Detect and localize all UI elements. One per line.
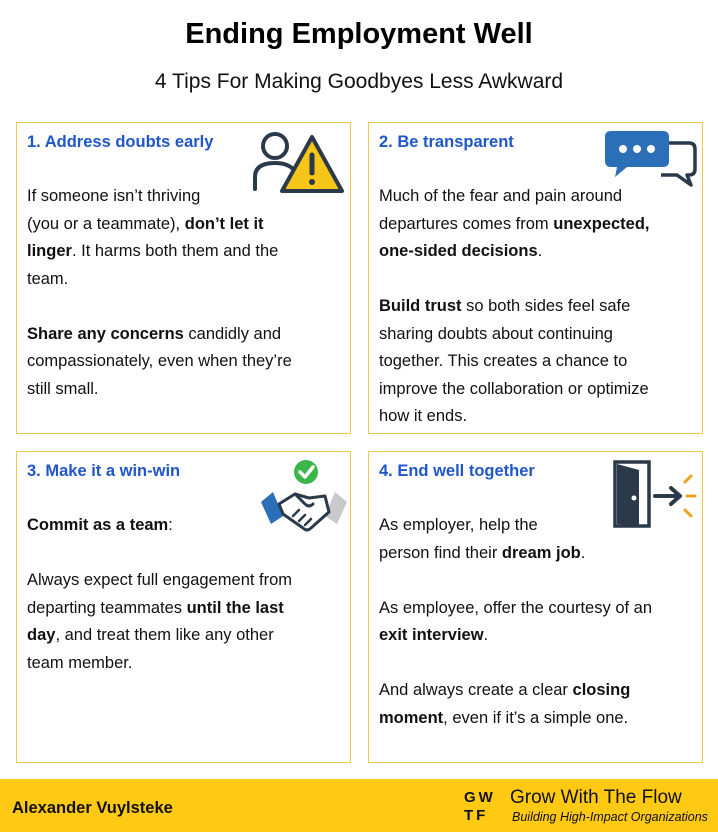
tip-card-end-well — [368, 451, 703, 763]
card-paragraph: And always create a clear closing moment, even if it’s a simple one. — [379, 681, 631, 727]
card-paragraph: If someone isn’t thriving (you or a teammate), don’t let it linger. It harms both them and the team. — [27, 187, 279, 288]
brand-logo-mark — [464, 789, 500, 825]
card-paragraph: Much of the fear and pain around departures comes from unexpected, one-sided decisions. — [379, 187, 650, 260]
tip-card-be-transparent — [368, 122, 703, 434]
card-title: 1. Address doubts early — [27, 133, 214, 151]
brand-name: Grow With The Flow — [510, 787, 682, 808]
page-subtitle: 4 Tips For Making Goodbyes Less Awkward — [154, 70, 564, 93]
logo-mark-bottom: TF — [464, 807, 489, 824]
footer-bar — [0, 779, 718, 832]
card-paragraph: As employee, offer the courtesy of an exit interview. — [379, 598, 653, 644]
brand-tagline: Building High-Impact Organizations — [512, 810, 708, 824]
card-paragraph: Share any concerns candidly and compassionately, even when they’re still small. — [27, 324, 292, 398]
tip-card-address-doubts — [16, 122, 351, 434]
card-paragraph: Always expect full engagement from departing teammates until the last day, and treat them like any other team member. — [27, 571, 293, 672]
tip-card-win-win — [16, 451, 351, 763]
card-paragraph: As employer, help the person find their dream job. — [379, 516, 586, 562]
chat-bubbles-icon — [603, 127, 699, 189]
card-title: 3. Make it a win-win — [27, 462, 181, 480]
card-paragraph: Commit as a team: — [27, 516, 173, 534]
author-name: Alexander Vuylsteke — [12, 799, 173, 817]
logo-mark-top: GW — [464, 789, 496, 806]
card-title: 2. Be transparent — [379, 133, 514, 151]
page-title: Ending Employment Well — [185, 18, 533, 50]
card-title: 4. End well together — [379, 462, 535, 480]
card-paragraph: Build trust so both sides feel safe sharing doubts about continuing together. This creates a chance to improve the collaboration or optimize how it ends. — [379, 297, 649, 425]
